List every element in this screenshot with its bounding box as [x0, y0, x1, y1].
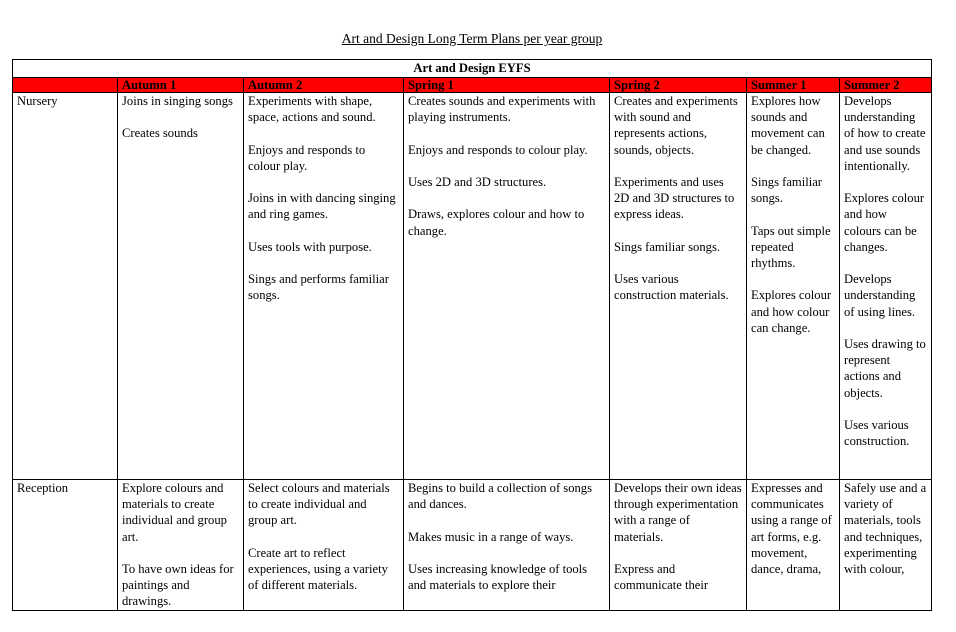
term-header: Autumn 1 — [118, 78, 244, 93]
plan-cell — [747, 93, 840, 480]
plan-item: Makes music in a range of ways. — [408, 529, 574, 544]
paragraph-gap — [248, 223, 399, 239]
plan-cell — [244, 93, 404, 480]
plan-cell — [118, 480, 244, 611]
plan-item: Creates sounds — [122, 126, 198, 141]
plan-item: To have own ideas for paintings and drawings. — [122, 562, 234, 609]
plan-item: Explores colour and how colours can be changes. — [844, 191, 925, 254]
paragraph-gap — [408, 190, 605, 206]
paragraph-gap — [408, 512, 605, 528]
plan-item: Explore colours and materials to create individual and group art. — [122, 481, 227, 544]
plan-item: Creates sounds and experiments with playing instruments. — [408, 94, 596, 125]
paragraph-gap — [844, 320, 927, 336]
table-row — [13, 480, 932, 611]
term-header: Spring 2 — [610, 78, 747, 93]
paragraph-gap — [248, 125, 399, 141]
paragraph-gap — [844, 255, 927, 271]
corner-cell — [13, 78, 118, 93]
paragraph-gap — [122, 109, 239, 125]
plan-item: Uses various construction materials. — [614, 272, 729, 303]
paragraph-gap — [751, 158, 835, 174]
paragraph-gap — [614, 255, 742, 271]
paragraph-gap — [248, 174, 399, 190]
plan-item: Create art to reflect experiences, using a variety of different materials. — [248, 545, 388, 593]
paragraph-gap — [751, 271, 835, 287]
plan-item: Develops their own ideas through experimentation with a range of materials. — [614, 481, 742, 544]
plan-cell — [244, 480, 404, 611]
plan-item: Explores how sounds and movement can be changed. — [751, 94, 825, 157]
term-header: Summer 2 — [840, 78, 932, 93]
table-row — [13, 93, 932, 480]
plan-cell — [610, 93, 747, 480]
paragraph-gap — [844, 401, 927, 417]
paragraph-gap — [844, 174, 927, 190]
paragraph-gap — [248, 255, 399, 271]
plan-item: Express and communicate their — [614, 562, 709, 593]
row-label: Nursery — [13, 93, 118, 480]
plan-cell — [610, 480, 747, 611]
plan-item: Joins in with dancing singing and ring games. — [248, 191, 396, 222]
paragraph-gap — [614, 545, 742, 561]
plan-item: Enjoys and responds to colour play. — [408, 142, 588, 157]
plan-item: Expresses and communicates using a range of art forms, e.g. movement, dance, drama, — [751, 481, 832, 577]
plan-item: Experiments and uses 2D and 3D structures to express ideas. — [614, 175, 735, 222]
plan-item: Draws, explores colour and how to change. — [408, 207, 585, 238]
table-caption: Art and Design EYFS — [13, 60, 932, 78]
paragraph-gap — [614, 158, 742, 174]
plan-item: Taps out simple repeated rhythms. — [751, 223, 831, 270]
term-header: Autumn 2 — [244, 78, 404, 93]
plan-item: Uses increasing knowledge of tools and materials to explore their — [408, 561, 588, 593]
plan-cell — [404, 93, 610, 480]
plan-item: Uses tools with purpose. — [248, 239, 372, 254]
document-title: Art and Design Long Term Plans per year group — [341, 31, 603, 46]
plan-cell — [747, 480, 840, 611]
plan-item: Sings familiar songs. — [614, 239, 720, 254]
plan-item: Uses drawing to represent actions and objects. — [844, 337, 926, 400]
plan-item: Joins in singing songs — [122, 94, 233, 108]
plan-item: Develops understanding of how to create and use sounds intentionally. — [844, 94, 926, 173]
plan-item: Safely use and a variety of materials, tools and techniques, experimenting with colour, — [844, 481, 927, 577]
plan-item: Sings and performs familiar songs. — [248, 272, 389, 303]
paragraph-gap — [248, 529, 399, 545]
plan-cell — [404, 480, 610, 611]
paragraph-gap — [408, 158, 605, 174]
plan-cell — [840, 480, 932, 611]
plan-item: Begins to build a collection of songs and dances. — [408, 481, 592, 512]
plan-item: Enjoys and responds to colour play. — [248, 142, 366, 173]
plan-item: Select colours and materials to create individual and group art. — [248, 481, 390, 528]
plan-item: Experiments with shape, space, actions and sound. — [248, 94, 376, 125]
row-label: Reception — [13, 480, 118, 611]
paragraph-gap — [122, 545, 239, 561]
plan-item: Uses 2D and 3D structures. — [408, 174, 547, 189]
plan-item: Creates and experiments with sound and represents actions, sounds, objects. — [614, 94, 738, 157]
paragraph-gap — [614, 223, 742, 239]
term-header-row — [13, 78, 932, 93]
plan-cell — [840, 93, 932, 480]
term-header: Spring 1 — [404, 78, 610, 93]
paragraph-gap — [408, 125, 605, 141]
plan-item: Develops understanding of using lines. — [844, 272, 916, 319]
eyfs-plan-table — [12, 59, 932, 611]
plan-item: Explores colour and how colour can change. — [751, 288, 832, 335]
term-header: Summer 1 — [747, 78, 840, 93]
plan-cell — [118, 93, 244, 480]
plan-item: Sings familiar songs. — [751, 175, 823, 206]
paragraph-gap — [408, 545, 605, 561]
paragraph-gap — [751, 206, 835, 222]
plan-item: Uses various construction. — [844, 418, 910, 449]
